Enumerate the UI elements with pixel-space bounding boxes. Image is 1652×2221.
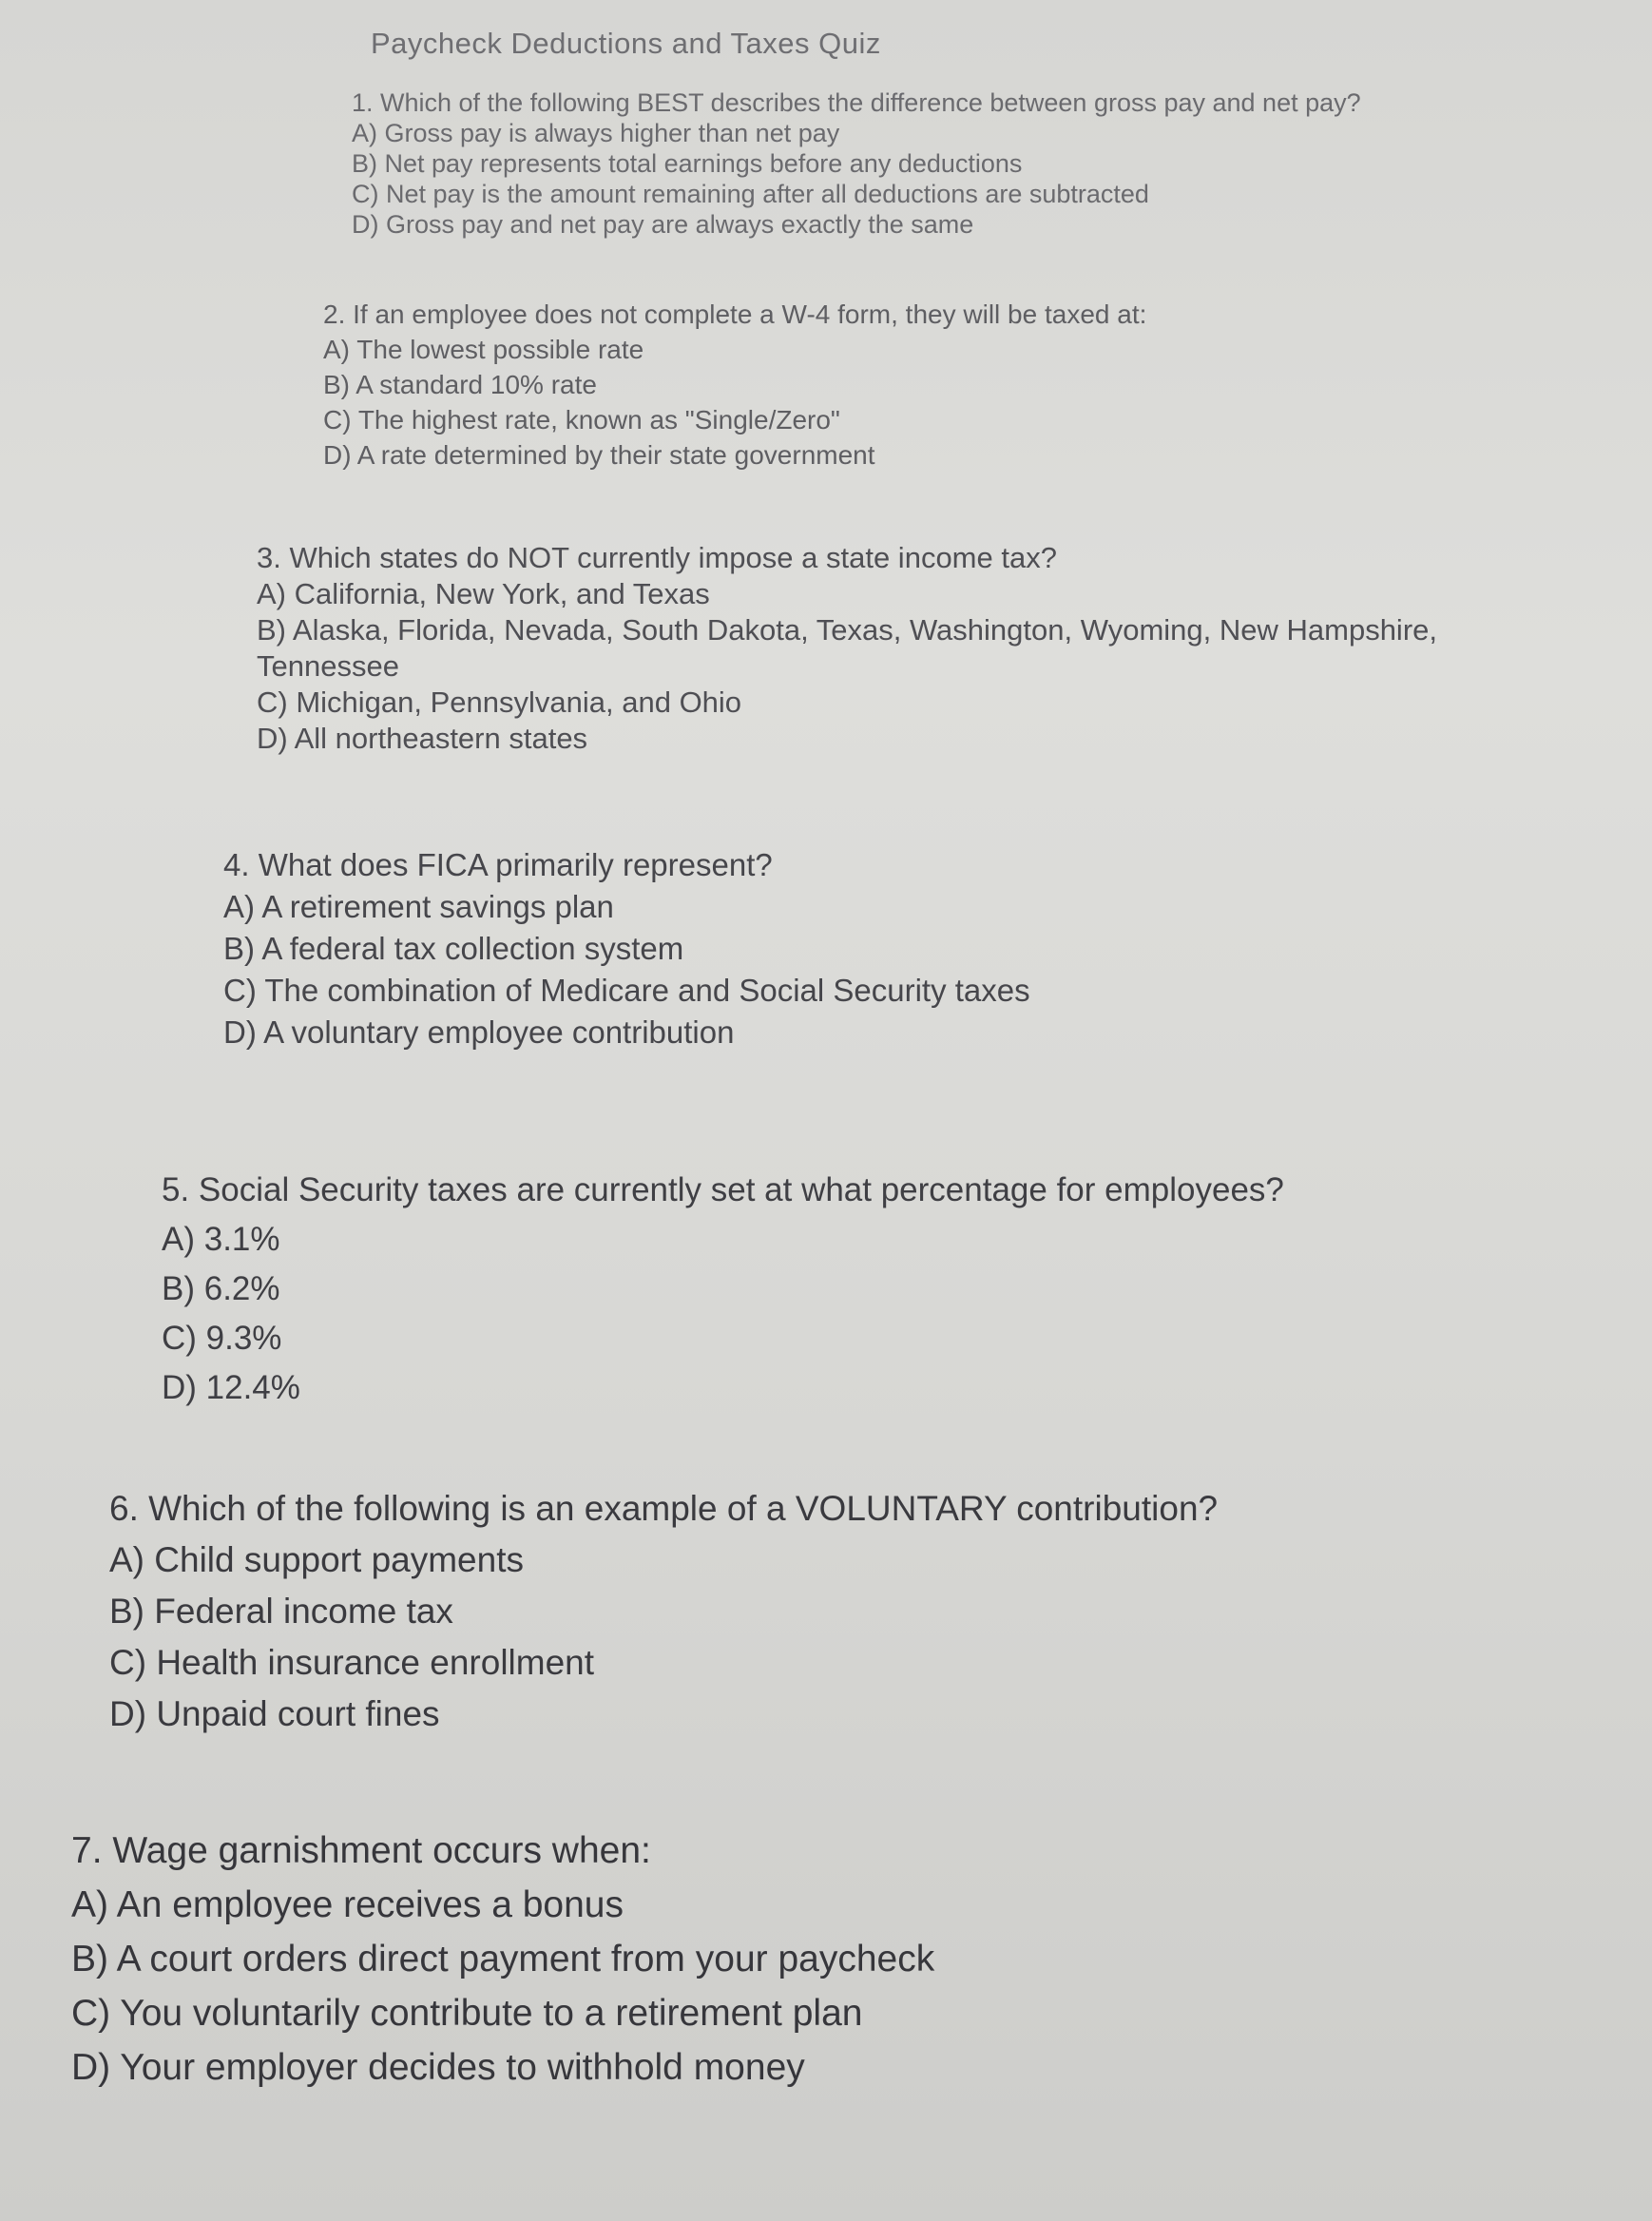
question-6-prompt: 6. Which of the following is an example of a VOLUNTARY contribution? xyxy=(109,1489,1219,1528)
question-3-option-c: C) Michigan, Pennsylvania, and Ohio xyxy=(257,686,742,719)
question-4-option-c: C) The combination of Medicare and Social Security taxes xyxy=(223,973,1030,1008)
question-5-option-a: A) 3.1% xyxy=(162,1221,280,1258)
question-2-option-d: D) A rate determined by their state government xyxy=(323,440,875,470)
question-1-option-b: B) Net pay represents total earnings before any deductions xyxy=(352,149,1023,178)
question-2 xyxy=(323,297,1146,473)
question-7-prompt: 7. Wage garnishment occurs when: xyxy=(71,1830,651,1871)
question-5-option-b: B) 6.2% xyxy=(162,1270,280,1307)
question-1-prompt: 1. Which of the following BEST describes the difference between gross pay and net pay? xyxy=(352,88,1361,117)
quiz-title: Paycheck Deductions and Taxes Quiz xyxy=(371,27,881,60)
question-5-option-c: C) 9.3% xyxy=(162,1320,282,1357)
question-7-option-c: C) You voluntarily contribute to a retirement plan xyxy=(71,1993,863,2034)
question-2-option-a: A) The lowest possible rate xyxy=(323,335,644,364)
question-2-option-c: C) The highest rate, known as "Single/Zero" xyxy=(323,405,840,435)
question-7-option-d: D) Your employer decides to withhold money xyxy=(71,2047,805,2088)
question-3-option-b-continuation: Tennessee xyxy=(257,649,399,683)
question-6-option-b: B) Federal income tax xyxy=(109,1592,453,1631)
question-4-option-b: B) A federal tax collection system xyxy=(223,931,684,966)
question-5 xyxy=(162,1166,1284,1413)
question-6 xyxy=(109,1483,1218,1740)
question-4 xyxy=(223,844,1030,1053)
question-6-option-a: A) Child support payments xyxy=(109,1540,524,1579)
question-3-option-a: A) California, New York, and Texas xyxy=(257,577,710,610)
question-2-prompt: 2. If an employee does not complete a W-4 form, they will be taxed at: xyxy=(323,299,1147,329)
question-3 xyxy=(257,540,1437,757)
question-6-option-c: C) Health insurance enrollment xyxy=(109,1643,595,1682)
question-4-option-d: D) A voluntary employee contribution xyxy=(223,1014,735,1050)
question-7 xyxy=(71,1824,934,2095)
question-5-option-d: D) 12.4% xyxy=(162,1369,300,1406)
question-6-option-d: D) Unpaid court fines xyxy=(109,1694,440,1733)
question-1-option-a: A) Gross pay is always higher than net pay xyxy=(352,119,840,147)
question-5-prompt: 5. Social Security taxes are currently set at what percentage for employees? xyxy=(162,1171,1284,1208)
question-1-option-c: C) Net pay is the amount remaining after all deductions are subtracted xyxy=(352,180,1149,208)
question-4-option-a: A) A retirement savings plan xyxy=(223,889,614,924)
question-3-prompt: 3. Which states do NOT currently impose a state income tax? xyxy=(257,541,1057,574)
question-1-option-d: D) Gross pay and net pay are always exactly the same xyxy=(352,210,974,239)
question-1 xyxy=(352,87,1361,240)
question-7-option-b: B) A court orders direct payment from your paycheck xyxy=(71,1939,935,1980)
question-3-option-b: B) Alaska, Florida, Nevada, South Dakota, Texas, Washington, Wyoming, New Hampshire, xyxy=(257,613,1437,647)
question-2-option-b: B) A standard 10% rate xyxy=(323,370,597,399)
question-7-option-a: A) An employee receives a bonus xyxy=(71,1884,624,1925)
question-4-prompt: 4. What does FICA primarily represent? xyxy=(223,847,773,882)
question-3-option-d: D) All northeastern states xyxy=(257,722,588,755)
